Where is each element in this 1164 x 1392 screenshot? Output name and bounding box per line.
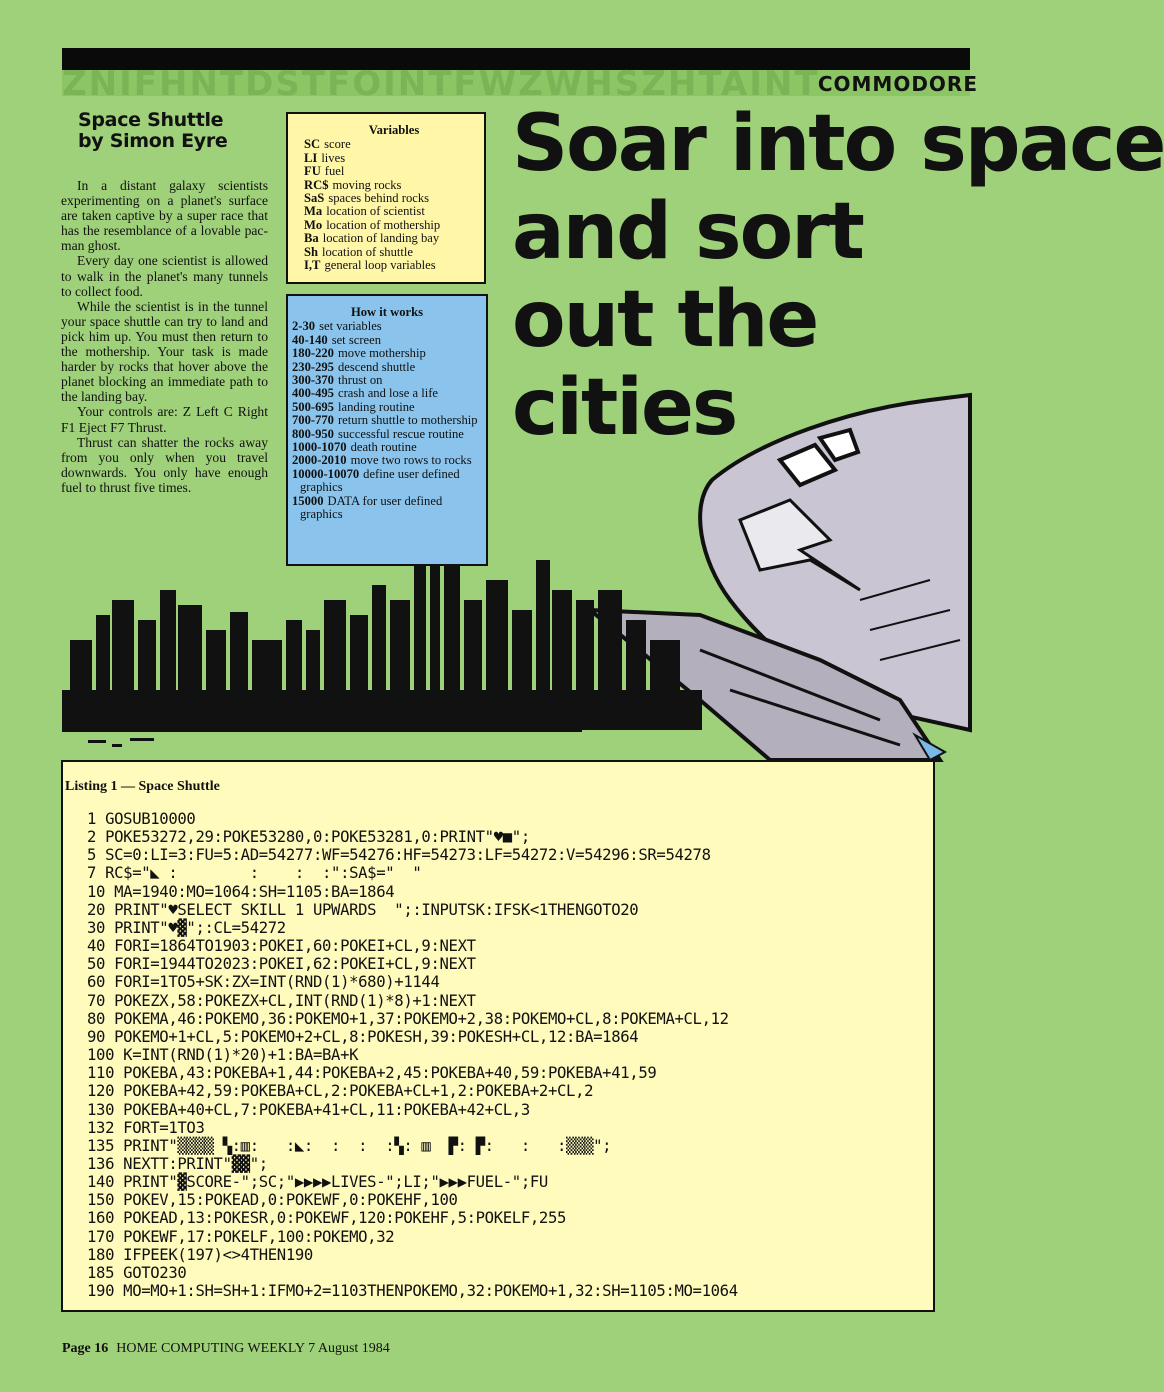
line-range-desc: set variables: [319, 319, 382, 334]
code-line: 190 MO=MO+1:SH=SH+1:IFMO+2=1103THENPOKEMO,32:POKEMO+1,32:SH=1105:MO=1064: [87, 1282, 738, 1301]
code-line: 50 FORI=1944TO2023:POKEI,62:POKEI+CL,9:NEXT: [87, 955, 476, 974]
variable-desc: location of shuttle: [322, 244, 413, 259]
variable-row: [304, 259, 484, 272]
line-range-desc: move mothership: [337, 346, 426, 361]
code-line: 150 POKEV,15:POKEAD,0:POKEWF,0:POKEHF,100: [87, 1191, 458, 1210]
publication-name: HOME COMPUTING WEEKLY 7 August 1984: [116, 1341, 390, 1356]
headline: [512, 99, 1164, 453]
how-it-works-row: [292, 334, 482, 347]
line-range-desc: death routine: [350, 440, 417, 455]
code-line: 136 NEXTT:PRINT"▓▓";: [87, 1154, 268, 1173]
variable-desc: moving rocks: [332, 177, 402, 192]
headline-line: Soar into space: [512, 99, 1164, 189]
headline-line: cities: [512, 363, 737, 453]
line-range-desc: return shuttle to mothership: [337, 413, 478, 428]
variable-code: RC$: [304, 177, 329, 192]
code-line: 10 MA=1940:MO=1064:SH=1105:BA=1864: [87, 882, 395, 901]
code-line: 1 GOSUB10000: [87, 810, 196, 828]
intro-paragraph: Your controls are: Z Left C Right F1 Eject F7 Thrust.: [61, 404, 268, 435]
variable-row: [304, 192, 484, 205]
header-ghost-text: ZNIFHNTDSTFOINTFWZWHSZHTAINT: [62, 64, 820, 104]
how-it-works-row: [292, 495, 482, 522]
code-line: 170 POKEWF,17:POKELF,100:POKEMO,32: [87, 1227, 395, 1246]
code-line: 20 PRINT"♥SELECT SKILL 1 UPWARDS ";:INPUTSK:IFSK<1THENGOTO20: [87, 900, 639, 919]
variable-desc: general loop variables: [324, 258, 436, 273]
code-line: 7 RC$="◣ : : : :":SA$=" ": [87, 864, 422, 883]
how-it-works-row: [292, 387, 482, 400]
how-it-works-heading: How it works: [350, 305, 424, 319]
code-line: 100 K=INT(RND(1)*20)+1:BA=BA+K: [87, 1046, 359, 1065]
how-it-works-row: [292, 401, 482, 414]
variables-list: [304, 138, 484, 272]
line-range-desc: define user defined graphics: [300, 466, 460, 495]
code-line: 140 PRINT"▓SCORE-";SC;"▶▶▶▶LIVES-";LI;"▶▶▶FUEL-";FU: [87, 1173, 548, 1192]
line-range: 500-695: [292, 399, 334, 414]
headline-line: out the: [512, 275, 818, 365]
code-line: 60 FORI=1TO5+SK:ZX=INT(RND(1)*680)+1144: [87, 973, 440, 992]
code-line: 130 POKEBA+40+CL,7:POKEBA+41+CL,11:POKEBA+42+CL,3: [87, 1100, 530, 1119]
intro-paragraph: In a distant galaxy scientists experimenting on a planet's surface are taken captive by a super race that has the resemblance of a lovable pac-man ghost.: [61, 178, 268, 254]
variable-code: Sh: [304, 244, 319, 259]
code-line: 132 FORT=1TO3: [87, 1118, 205, 1137]
program-listing: [61, 760, 935, 1312]
line-range-desc: landing routine: [337, 399, 415, 414]
variable-code: SC: [304, 137, 321, 152]
code-line: 2 POKE53272,29:POKE53280,0:POKE53281,0:PRINT"♥■";: [87, 828, 530, 847]
article-title: [78, 110, 228, 152]
line-range-desc: thrust on: [337, 373, 383, 388]
code-line: 80 POKEMA,46:POKEMO,36:POKEMO+1,37:POKEMO+2,38:POKEMO+CL,8:POKEMA+CL,12: [87, 1009, 729, 1028]
variable-row: [304, 205, 484, 218]
line-range: 230-295: [292, 359, 334, 374]
variable-code: Ba: [304, 231, 319, 246]
code-line: 120 POKEBA+42,59:POKEBA+CL,2:POKEBA+CL+1,2:POKEBA+2+CL,2: [87, 1082, 594, 1101]
line-range: 15000: [292, 493, 324, 508]
line-range-desc: move two rows to rocks: [350, 453, 472, 468]
code-line: 160 POKEAD,13:POKESR,0:POKEWF,120:POKEHF,5:POKELF,255: [87, 1209, 567, 1228]
line-range: 300-370: [292, 373, 334, 388]
how-it-works-row: [292, 361, 482, 374]
how-it-works-row: [292, 347, 482, 360]
code-line: 110 POKEBA,43:POKEBA+1,44:POKEBA+2,45:POKEBA+40,59:POKEBA+41,59: [87, 1064, 657, 1083]
variable-code: I,T: [304, 258, 321, 273]
variables-box: [286, 112, 486, 284]
line-range: 700-770: [292, 413, 334, 428]
line-range-desc: successful rescue routine: [337, 426, 464, 441]
variable-desc: location of landing bay: [322, 231, 440, 246]
how-it-works-row: [292, 441, 482, 454]
how-it-works-box: [286, 294, 488, 566]
line-range-desc: DATA for user defined graphics: [300, 493, 443, 522]
section-label: COMMODORE: [817, 72, 978, 96]
line-range: 800-950: [292, 426, 334, 441]
variable-desc: spaces behind rocks: [328, 191, 430, 206]
variable-row: [304, 152, 484, 165]
variable-row: [304, 232, 484, 245]
intro-paragraph: Every day one scientist is allowed to walk in the planet's many tunnels to collect food.: [61, 253, 268, 299]
line-range-desc: descend shuttle: [337, 359, 416, 374]
article-byline: by Simon Eyre: [78, 130, 228, 152]
variable-code: Ma: [304, 204, 323, 219]
variable-code: LI: [304, 150, 318, 165]
listing-title: Listing 1 — Space Shuttle: [65, 779, 220, 794]
intro-paragraph: While the scientist is in the tunnel your space shuttle can try to land and pick him up. You must then return to the mothership. Your task is made harder by rocks that hover above the planet blocking an immediate path to the landing bay.: [61, 298, 268, 405]
line-range: 400-495: [292, 386, 334, 401]
code-line: 70 POKEZX,58:POKEZX+CL,INT(RND(1)*8)+1:NEXT: [87, 991, 476, 1010]
line-range: 2-30: [292, 319, 316, 334]
how-it-works-row: [292, 374, 482, 387]
variable-row: [304, 179, 484, 192]
code-line: 90 POKEMO+1+CL,5:POKEMO+2+CL,8:POKESH,39:POKESH+CL,12:BA=1864: [87, 1027, 639, 1046]
variable-desc: lives: [321, 150, 346, 165]
line-range-desc: set screen: [331, 332, 381, 347]
headline-line: and sort: [512, 187, 863, 277]
code-line: 40 FORI=1864TO1903:POKEI,60:POKEI+CL,9:NEXT: [87, 937, 476, 956]
code-line: 180 IFPEEK(197)<>4THEN190: [87, 1245, 313, 1264]
variable-row: [304, 246, 484, 259]
line-range-desc: crash and lose a life: [337, 386, 438, 401]
page-number: Page 16: [62, 1341, 109, 1356]
variable-row: [304, 219, 484, 232]
how-it-works-row: [292, 428, 482, 441]
variable-code: SaS: [304, 191, 325, 206]
line-range: 1000-1070: [292, 440, 347, 455]
how-it-works-row: [292, 320, 482, 333]
variable-row: [304, 138, 484, 151]
variables-heading: Variables: [368, 123, 420, 137]
code-line: 185 GOTO230: [87, 1263, 187, 1282]
how-it-works-row: [292, 468, 482, 495]
code-line: 135 PRINT"▒▒▒▒ ▚:▥: :◣: : : :▚: ▥ ▛: ▛: : :▒▒▒";: [87, 1136, 612, 1155]
line-range: 180-220: [292, 346, 334, 361]
variable-code: FU: [304, 164, 321, 179]
code-line: 5 SC=0:LI=3:FU=5:AD=54277:WF=54276:HF=54273:LF=54272:V=54296:SR=54278: [87, 846, 711, 865]
line-range: 2000-2010: [292, 453, 347, 468]
intro-paragraph: Thrust can shatter the rocks away from you only when you travel downwards. You only have enough fuel to thrust five times.: [61, 434, 268, 495]
variable-desc: score: [324, 137, 351, 152]
line-range: 40-140: [292, 332, 328, 347]
listing-code: [87, 810, 738, 1300]
variable-desc: fuel: [324, 164, 345, 179]
line-range: 10000-10070: [292, 466, 360, 481]
variable-code: Mo: [304, 217, 323, 232]
how-it-works-row: [292, 454, 482, 467]
page-footer: [62, 1341, 390, 1357]
variable-desc: location of scientist: [326, 204, 425, 219]
code-line: 30 PRINT"♥▓";:CL=54272: [87, 918, 286, 937]
intro-text: [61, 178, 268, 495]
variable-desc: location of mothership: [326, 217, 441, 232]
how-it-works-list: [292, 320, 482, 521]
article-title-line1: Space Shuttle: [78, 109, 224, 131]
variable-row: [304, 165, 484, 178]
how-it-works-row: [292, 414, 482, 427]
